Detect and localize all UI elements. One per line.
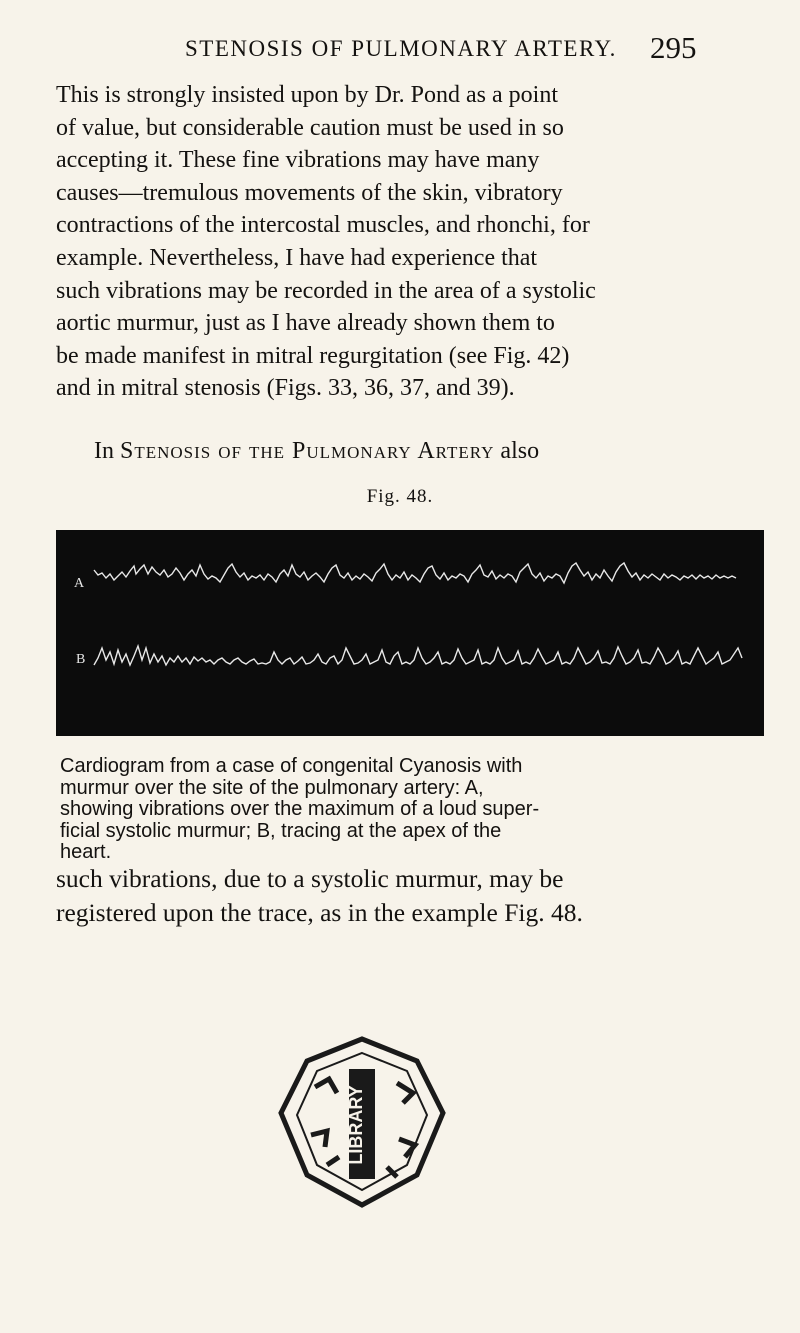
- text-line: aortic murmur, just as I have already shown them to: [56, 310, 555, 337]
- caption-line: Cardiogram from a case of congenital Cyanosis with: [60, 755, 523, 777]
- stamp-text: LIBRARY: [346, 1085, 366, 1165]
- caption-line: murmur over the site of the pulmonary artery: A,: [60, 776, 484, 799]
- running-head: [60, 30, 760, 66]
- text-line: of value, but considerable caution must be used in so: [56, 114, 564, 141]
- caption-line: showing vibrations over the maximum of a loud super-: [60, 798, 540, 820]
- cardiogram-figure: [56, 530, 764, 736]
- text-line: example. Nevertheless, I have had experience that: [56, 244, 538, 271]
- lead-prefix: In: [94, 438, 120, 464]
- text-line: be made manifest in mitral regurgitation (see Fig. 42): [56, 342, 570, 369]
- caption-line: ficial systolic murmur; B, tracing at the apex of the: [60, 819, 502, 842]
- text-line: contractions of the intercostal muscles, and rhonchi, for: [56, 212, 590, 239]
- page-number: 295: [650, 30, 697, 65]
- text-line: such vibrations may be recorded in the area of a systolic: [56, 277, 596, 304]
- figure-caption: [60, 756, 760, 864]
- text-line: causes—tremulous movements of the skin, vibratory: [56, 179, 563, 206]
- text-line: such vibrations, due to a systolic murmur, may be: [56, 864, 564, 893]
- cardiogram-tracing: [56, 530, 764, 736]
- running-title: STENOSIS OF PULMONARY ARTERY.: [185, 36, 617, 61]
- library-stamp-icon: [267, 1035, 457, 1210]
- section-lead-line: [94, 438, 539, 465]
- body-paragraph-1: [56, 79, 764, 405]
- caption-line: heart.: [60, 841, 112, 863]
- text-line: accepting it. These fine vibrations may have many: [56, 147, 540, 174]
- trace-b-line: [94, 646, 742, 665]
- figure-label: Fig. 48.: [366, 486, 434, 507]
- trace-a-line: [94, 563, 736, 583]
- trace-b-label: B: [76, 652, 86, 667]
- trace-a-label: A: [74, 576, 85, 591]
- text-line: registered upon the trace, as in the example Fig. 48.: [56, 898, 583, 927]
- text-line: This is strongly insisted upon by Dr. Pond as a point: [56, 82, 559, 108]
- section-heading-smallcaps: Stenosis of the Pulmonary Artery: [120, 438, 495, 464]
- text-line: and in mitral stenosis (Figs. 33, 36, 37, and 39).: [56, 375, 515, 402]
- lead-suffix: also: [494, 438, 540, 464]
- body-paragraph-2: [56, 862, 764, 930]
